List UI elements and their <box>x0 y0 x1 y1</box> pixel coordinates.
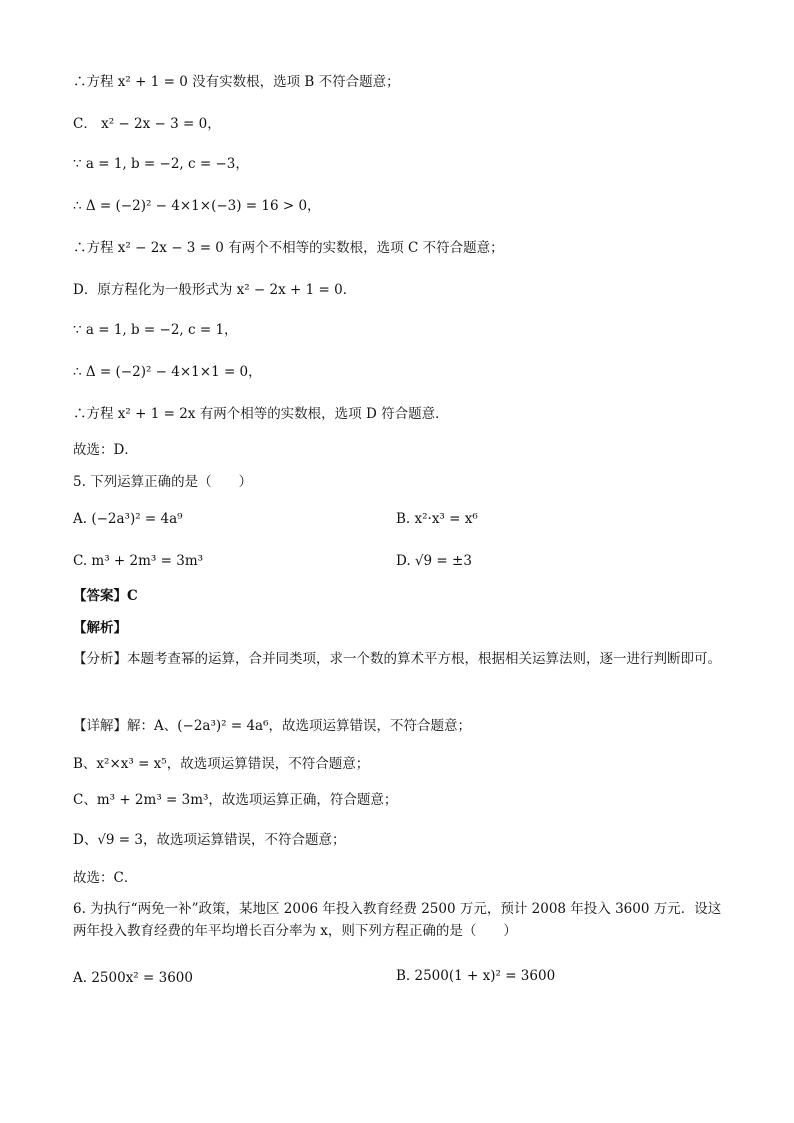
text-line: ∴方程 x² − 2x − 3 = 0 有两个不相等的实数根，选项 C 不符合题意； <box>73 240 504 256</box>
answer-label: 【答案】C <box>73 588 138 604</box>
text-line: 故选：D． <box>73 442 138 458</box>
text-line: ∴方程 x² + 1 = 0 没有实数根，选项 B 不符合题意； <box>73 74 400 90</box>
option-c: C. m³ + 2m³ = 3m³ <box>73 553 204 569</box>
text-line: ∴ Δ = (−2)² − 4×1×1 = 0， <box>73 364 262 380</box>
option-b: B. 2500(1 + x)² = 3600 <box>396 968 556 984</box>
question-5: 5. 下列运算正确的是（ ） <box>73 474 253 490</box>
detail-a: 【详解】解：A、(−2a³)² = 4a⁶，故选项运算错误，不符合题意； <box>73 718 471 734</box>
detail-b: B、x²×x³ = x⁵，故选项运算错误，不符合题意； <box>73 756 370 772</box>
text-line: D．原方程化为一般形式为 x² − 2x + 1 = 0． <box>73 282 357 298</box>
text-line: ∴ Δ = (−2)² − 4×1×(−3) = 16 > 0， <box>73 198 321 214</box>
choose-text: 故选：C． <box>73 870 138 886</box>
text-line: ∴方程 x² + 1 = 2x 有两个相等的实数根，选项 D 符合题意． <box>73 406 449 422</box>
analysis-heading: 【解析】 <box>73 620 127 636</box>
option-d: D. √9 = ±3 <box>396 553 472 569</box>
text-line: ∵ a = 1, b = −2, c = 1， <box>73 322 238 338</box>
option-a: A. (−2a³)² = 4a⁹ <box>73 511 183 527</box>
text-line: C． x² − 2x − 3 = 0， <box>73 116 221 132</box>
detail-d: D、√9 = 3，故选项运算错误，不符合题意； <box>73 832 346 848</box>
text-line: ∵ a = 1, b = −2, c = −3， <box>73 156 249 172</box>
analysis-text: 【分析】本题考查幂的运算，合并同类项，求一个数的算术平方根，根据相关运算法则，逐一进行判断即可。 <box>73 651 721 667</box>
option-b: B. x²·x³ = x⁶ <box>396 511 478 527</box>
option-a: A. 2500x² = 3600 <box>73 970 193 986</box>
question-6: 6. 为执行“两免一补”政策，某地区 2006 年投入教育经费 2500 万元，预计 2008 年投入 3600 万元．设这两年投入教育经费的年平均增长百分率为 x，则下列方程正确的是（ ） <box>73 901 722 939</box>
detail-c: C、m³ + 2m³ = 3m³，故选项运算正确，符合题意； <box>73 792 398 808</box>
